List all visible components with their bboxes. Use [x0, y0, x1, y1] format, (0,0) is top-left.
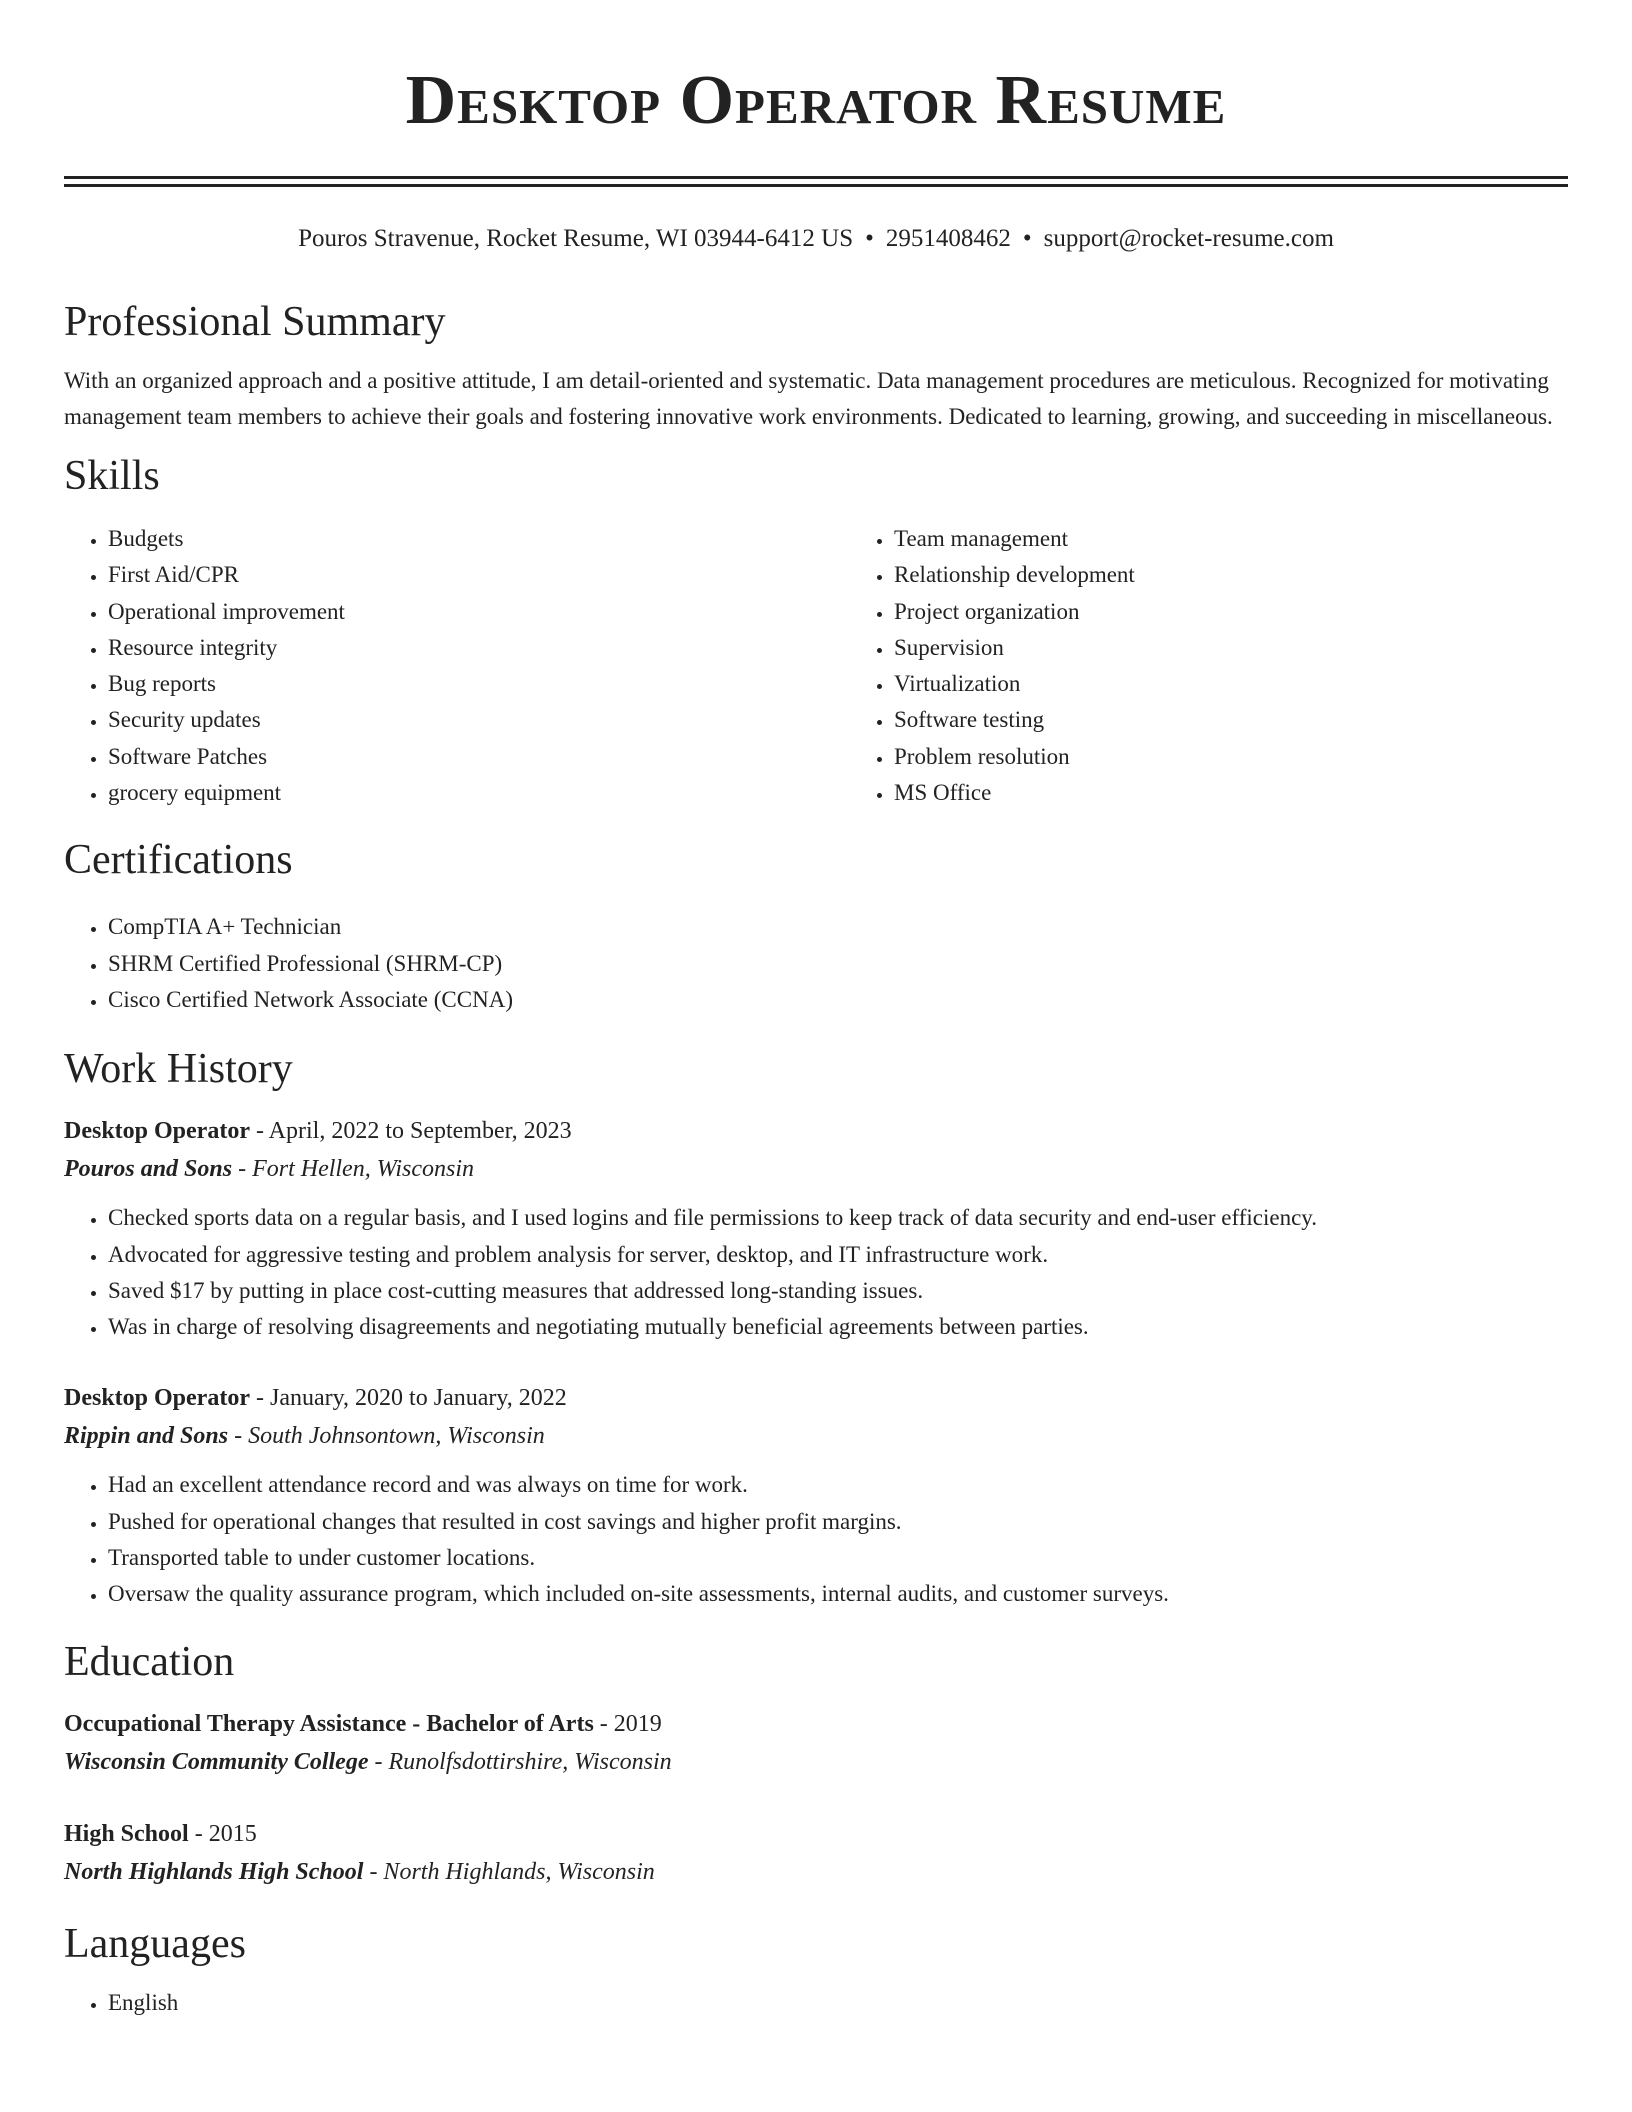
education-entry	[64, 1815, 1568, 1891]
certifications-heading: Certifications	[64, 837, 293, 884]
contact-separator: •	[1022, 225, 1032, 252]
education-location: - Runolfsdottirshire, Wisconsin	[368, 1748, 672, 1775]
job-bullets	[64, 1467, 1568, 1612]
skill-item: • Resource integrity	[108, 630, 850, 666]
skill-item: • Operational improvement	[108, 594, 850, 630]
job-bullet: • Was in charge of resolving disagreements and negotiating mutually beneficial agreements between parties.	[108, 1309, 1568, 1345]
job-bullet: • Checked sports data on a regular basis, and I used logins and file permissions to keep track of data security and end-user efficiency.	[108, 1200, 1568, 1236]
skill-item: • Security updates	[108, 702, 850, 738]
education-degree-line	[64, 1705, 1568, 1743]
skill-item: • MS Office	[894, 775, 1568, 811]
job-bullet: • Pushed for operational changes that resulted in cost savings and higher profit margins.	[108, 1504, 1568, 1540]
contact-phone: 2951408462	[885, 225, 1011, 252]
skill-item: • Supervision	[894, 630, 1568, 666]
work-history-heading: Work History	[64, 1046, 293, 1093]
education-degree: Occupational Therapy Assistance - Bachelor of Arts	[64, 1710, 594, 1737]
skill-item: • Project organization	[894, 594, 1568, 630]
job-bullet: • Saved $17 by putting in place cost-cutting measures that addressed long-standing issues.	[108, 1273, 1568, 1309]
skill-item: • Budgets	[108, 521, 850, 557]
job-company-line	[64, 1417, 1568, 1455]
skills-columns	[64, 521, 1568, 811]
contact-email: support@rocket-resume.com	[1043, 225, 1334, 252]
contact-line	[64, 223, 1568, 255]
contact-address: Pouros Stravenue, Rocket Resume, WI 03944-6412 US	[298, 225, 854, 252]
title-double-rule	[64, 176, 1568, 187]
resume-title: Desktop Operator Resume	[405, 62, 1227, 139]
education-heading: Education	[64, 1638, 235, 1685]
skill-item: • Team management	[894, 521, 1568, 557]
job-title: Desktop Operator	[64, 1118, 250, 1145]
skill-item: • Bug reports	[108, 666, 850, 702]
job-location: - Fort Hellen, Wisconsin	[232, 1156, 475, 1183]
skills-list-left	[64, 521, 850, 811]
education-entry	[64, 1705, 1568, 1781]
summary-text: With an organized approach and a positive attitude, I am detail-oriented and systematic. Data management procedures are meticulous. Recognized for motivating management team members to achieve their goals and fostering innovative work environments. Dedicated to learning, growing, and succeeding in miscellaneous.	[64, 368, 1553, 429]
skill-item: • grocery equipment	[108, 775, 850, 811]
education-school: Wisconsin Community College	[64, 1748, 369, 1775]
skill-item: • Problem resolution	[894, 739, 1568, 775]
education-year: - 2019	[593, 1710, 662, 1737]
job-bullet: • Oversaw the quality assurance program, which included on-site assessments, internal audits, and customer surveys.	[108, 1576, 1568, 1612]
job-title-line	[64, 1379, 1568, 1417]
job-company: Rippin and Sons	[64, 1423, 229, 1450]
skill-item: • Relationship development	[894, 557, 1568, 593]
skills-heading: Skills	[64, 453, 160, 499]
languages-heading: Languages	[64, 1920, 246, 1967]
education-degree: High School	[64, 1820, 189, 1847]
job-dates: - April, 2022 to September, 2023	[249, 1118, 572, 1145]
certification-item: • SHRM Certified Professional (SHRM-CP)	[108, 946, 1568, 982]
education-location: - North Highlands, Wisconsin	[363, 1858, 655, 1885]
skill-item: • Software Patches	[108, 739, 850, 775]
job-bullets	[64, 1200, 1568, 1345]
skill-item: • First Aid/CPR	[108, 557, 850, 593]
job-bullet: • Transported table to under customer locations.	[108, 1540, 1568, 1576]
job-location: - South Johnsontown, Wisconsin	[228, 1423, 545, 1450]
job-bullet: • Advocated for aggressive testing and problem analysis for server, desktop, and IT infrastructure work.	[108, 1237, 1568, 1273]
summary-heading: Professional Summary	[64, 299, 446, 345]
skill-item: • Virtualization	[894, 666, 1568, 702]
education-school: North Highlands High School	[64, 1858, 364, 1885]
skills-list-right	[850, 521, 1568, 811]
certification-item: • CompTIA A+ Technician	[108, 909, 1568, 945]
job-title: Desktop Operator	[64, 1385, 250, 1412]
job-entry	[64, 1379, 1568, 1612]
education-year: - 2015	[188, 1820, 257, 1847]
certifications-list	[64, 909, 1568, 1018]
education-degree-line	[64, 1815, 1568, 1853]
education-school-line	[64, 1853, 1568, 1891]
skill-item: • Software testing	[894, 702, 1568, 738]
job-bullet: • Had an excellent attendance record and was always on time for work.	[108, 1467, 1568, 1503]
education-school-line	[64, 1743, 1568, 1781]
job-entry	[64, 1112, 1568, 1345]
languages-list	[64, 1985, 1568, 2021]
contact-separator: •	[865, 225, 874, 252]
certification-item: • Cisco Certified Network Associate (CCNA)	[108, 982, 1568, 1018]
job-company: Pouros and Sons	[64, 1156, 233, 1183]
job-title-line	[64, 1112, 1568, 1150]
job-dates: - January, 2020 to January, 2022	[249, 1385, 567, 1412]
job-company-line	[64, 1150, 1568, 1188]
language-item: • English	[108, 1985, 1568, 2021]
